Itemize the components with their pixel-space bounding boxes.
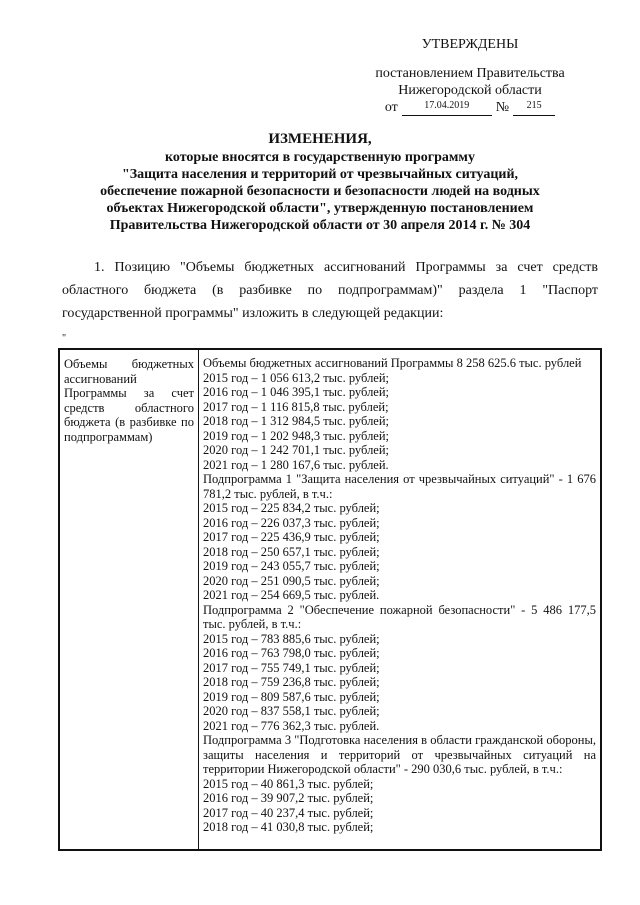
list-item: 2015 год – 225 834,2 тыс. рублей; — [203, 501, 380, 515]
list-item: 2019 год – 243 055,7 тыс. рублей; — [203, 559, 380, 573]
approved-label: УТВЕРЖДЕНЫ — [421, 37, 519, 52]
list-item: 2020 год – 837 558,1 тыс. рублей; — [203, 704, 380, 718]
subprogram-3: Подпрограмма 3 "Подготовка населения в области гражданской обороны, защиты населения и территорий от чрезвычайных ситуаций на территории Нижегородской области" - 290 030,6 тыс. рублей, в т.ч.: — [203, 733, 596, 776]
body-paragraph: 1. Позицию "Объемы бюджетных ассигнований Программы за счет средств областного бюджета (в разбивке по подпрограммам)" раздела 1 "Паспорт государственной программы" изложить в следующей редакции: — [62, 260, 598, 321]
list-item: 2018 год – 41 030,8 тыс. рублей; — [203, 820, 374, 834]
subprogram-2: Подпрограмма 2 "Обеспечение пожарной безопасности" - 5 486 177,5 тыс. рублей, в т.ч.: — [203, 602, 596, 631]
list-item: 2015 год – 1 056 613,2 тыс. рублей; — [203, 370, 390, 385]
list-item: 2018 год – 250 657,1 тыс. рублей; — [203, 544, 380, 559]
approval-date-row — [340, 99, 600, 116]
from-label: от — [384, 100, 398, 115]
subprogram-1: Подпрограмма 1 "Защита населения от чрезвычайных ситуаций" - 1 676 781,2 тыс. рублей, в т.ч.: — [203, 472, 596, 501]
list-item: 2021 год – 1 280 167,6 тыс. рублей. — [203, 457, 389, 472]
list-item: 2019 год – 809 587,6 тыс. рублей; — [203, 689, 380, 704]
list-item: 2017 год – 40 237,4 тыс. рублей; — [203, 805, 374, 820]
title-line-5: Правительства Нижегородской области от 30 апреля 2014 г. № 304 — [109, 218, 531, 233]
list-item: 2017 год – 225 436,9 тыс. рублей; — [203, 530, 380, 544]
list-item: 2020 год – 251 090,5 тыс. рублей; — [203, 573, 380, 588]
list-item: 2017 год – 755 749,1 тыс. рублей; — [203, 660, 380, 675]
number-label: № — [495, 100, 510, 115]
table-left-cell: Объемы бюджетных ассигнований Программы за счет средств областного бюджета (в разбивке по подпрограммам) — [60, 350, 199, 849]
list-item: 2016 год – 226 037,3 тыс. рублей; — [203, 515, 380, 530]
list-item: 2016 год – 39 907,2 тыс. рублей; — [203, 791, 374, 805]
list-item: 2018 год – 759 236,8 тыс. рублей; — [203, 675, 380, 689]
list-item: 2021 год – 254 669,5 тыс. рублей. — [203, 588, 380, 602]
approval-line-2: Нижегородской области — [398, 83, 542, 98]
table-right-cell — [199, 350, 600, 849]
title-line-3: обеспечение пожарной безопасности и безопасности людей на водных — [100, 184, 540, 199]
title-line-2: "Защита населения и территорий от чрезвычайных ситуаций, — [121, 167, 519, 182]
list-item: 2017 год – 1 116 815,8 тыс. рублей; — [203, 399, 389, 414]
approval-number: 215 — [513, 99, 555, 116]
list-item: 2019 год – 1 202 948,3 тыс. рублей; — [203, 428, 390, 443]
list-item: 2016 год – 1 046 395,1 тыс. рублей; — [203, 385, 390, 399]
budget-table — [58, 348, 602, 851]
list-item: 2021 год – 776 362,3 тыс. рублей. — [203, 718, 380, 733]
approval-date: 17.04.2019 — [402, 99, 492, 116]
document-title — [60, 131, 580, 234]
title-line-4: объектах Нижегородской области", утвержденную постановлением — [106, 201, 534, 216]
opening-quote: " — [62, 333, 67, 344]
title-line-1: которые вносятся в государственную программу — [165, 150, 475, 165]
total-allocation: Объемы бюджетных ассигнований Программы 8 258 625.6 тыс. рублей — [203, 356, 582, 370]
approval-line-1: постановлением Правительства — [375, 66, 565, 81]
list-item: 2015 год – 40 861,3 тыс. рублей; — [203, 776, 374, 791]
list-item: 2020 год – 1 242 701,1 тыс. рублей; — [203, 443, 390, 457]
list-item: 2016 год – 763 798,0 тыс. рублей; — [203, 646, 380, 660]
list-item: 2018 год – 1 312 984,5 тыс. рублей; — [203, 414, 390, 428]
title-main: ИЗМЕНЕНИЯ, — [268, 131, 372, 147]
approval-block — [340, 36, 600, 116]
list-item: 2015 год – 783 885,6 тыс. рублей; — [203, 631, 380, 646]
